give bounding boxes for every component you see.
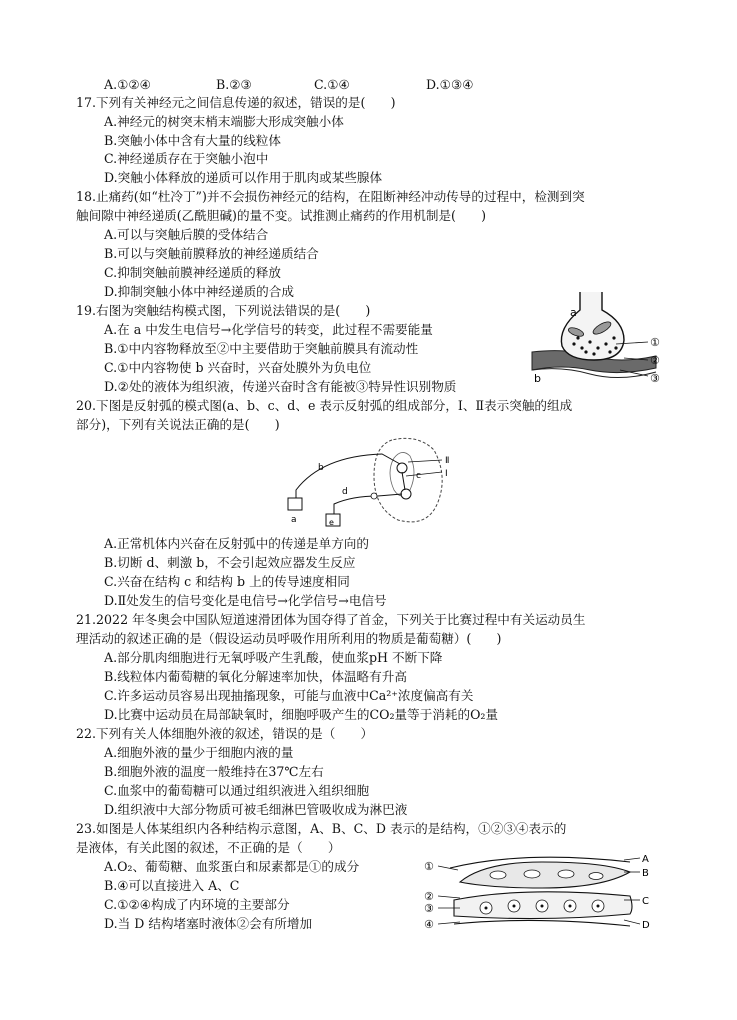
q17-option-d: D.突触小体释放的递质可以作用于肌肉或某些腺体 (104, 170, 383, 185)
vessel-B (460, 862, 630, 888)
q18-option-d: D.抑制突触小体中神经递质的合成 (104, 284, 294, 299)
q22-option-c: C.血浆中的葡萄糖可以通过组织液进入组织细胞 (104, 783, 370, 798)
q19-option-b: B.①中内容物释放至②中主要借助于突触前膜具有流动性 (104, 341, 419, 356)
synapse-label-a: a (570, 306, 577, 319)
cell (490, 871, 506, 879)
q20-stem-line1: 20.下图是反射弧的模式图(a、b、c、d、e 表示反射弧的组成部分，Ⅰ、Ⅱ表示突触的组成 (76, 398, 573, 413)
q21-option-c: C.许多运动员容易出现抽搐现象，可能与血液中Ca²⁺浓度偏高有关 (104, 688, 474, 703)
cell (524, 870, 540, 878)
synapse-label-b: b (534, 372, 541, 385)
q22-option-b: B.细胞外液的温度一般维持在37℃左右 (104, 764, 324, 779)
capillary-D (454, 920, 630, 926)
tissue-label-2: ② (424, 890, 434, 903)
q21-stem-line1: 21.2022 年冬奥会中国队短道速滑团体为国夺得了首金，下列关于比赛过程中有关运动员生 (76, 612, 586, 627)
q19-stem: 19.右图为突触结构模式图，下列说法错误的是( ) (76, 303, 371, 318)
q21-option-b: B.线粒体内葡萄糖的氧化分解速率加快，体温略有升高 (104, 669, 407, 684)
q17-option-a: A.神经元的树突末梢末端膨大形成突触小体 (104, 114, 344, 129)
tissue-label-1: ① (424, 860, 434, 873)
q23-stem-line1: 23.如图是人体某组织内各种结构示意图，A、B、C、D 表示的是结构，①②③④表示的 (76, 821, 567, 836)
reflex-label-a: a (291, 515, 297, 525)
afferent-nerve-b (296, 454, 400, 498)
q22-stem: 22.下列有关人体细胞外液的叙述，错误的是（ ） (76, 726, 374, 741)
q20-option-a: A.正常机体内兴奋在反射弧中的传递是单方向的 (104, 536, 369, 551)
q16-option-d: D.①③④ (426, 77, 474, 92)
q17-option-c: C.神经递质存在于突触小泡中 (104, 151, 269, 166)
q23-option-b: B.④可以直接进入 A、C (104, 878, 240, 893)
q23-option-c: C.①②④构成了内环境的主要部分 (104, 897, 290, 912)
reflex-label-e: e (329, 518, 334, 527)
motor-neuron-body (401, 489, 411, 499)
reflex-label-d: d (342, 487, 348, 497)
reflex-label-II: Ⅱ (445, 456, 450, 466)
synapse-label-2: ② (650, 354, 660, 367)
q18-option-b: B.可以与突触前膜释放的神经递质结合 (104, 246, 319, 261)
receptor-a (288, 498, 302, 510)
q21-option-a: A.部分肌肉细胞进行无氧呼吸产生乳酸，使血浆pH 不断下降 (104, 650, 443, 665)
q16-option-b: B.②③ (216, 77, 252, 92)
q16-option-c: C.①④ (314, 77, 350, 92)
efferent-nerve-d (334, 494, 402, 518)
reflex-label-c: c (416, 471, 421, 481)
q17-option-b: B.突触小体中含有大量的线粒体 (104, 133, 281, 148)
q22-option-d: D.组织液中大部分物质可被毛细淋巴管吸收成为淋巴液 (104, 802, 408, 817)
presynaptic-terminal (561, 292, 624, 360)
cell (558, 870, 574, 878)
q19-option-c: C.①中内容物使 b 兴奋时，兴奋处膜外为负电位 (104, 360, 372, 375)
tissue-label-3: ③ (424, 902, 434, 915)
reflex-arc-diagram (282, 432, 468, 528)
ganglion-marker (371, 493, 377, 499)
q20-option-c: C.兴奋在结构 c 和结构 b 上的传导速度相同 (104, 574, 350, 589)
q21-option-d: D.比赛中运动员在局部缺氧时，细胞呼吸产生的CO₂量等于消耗的O₂量 (104, 707, 499, 722)
synapse-label-1: ① (650, 336, 660, 349)
tissue-label-D: D (642, 920, 650, 931)
spinal-cord (374, 438, 442, 522)
reflex-label-I: Ⅰ (445, 469, 448, 479)
synapse-diagram (528, 290, 668, 394)
q20-option-d: D.Ⅱ处发生的信号变化是电信号→化学信号→电信号 (104, 593, 387, 608)
q19-option-a: A.在 a 中发生电信号→化学信号的转变，此过程不需要能量 (104, 322, 433, 337)
tissue-label-C: C (642, 896, 649, 907)
q19-option-d: D.②处的液体为组织液，传递兴奋时含有能被③特异性识别物质 (104, 379, 457, 394)
q17-stem: 17.下列有关神经元之间信息传递的叙述，错误的是( ) (76, 95, 396, 110)
tissue-label-A: A (642, 854, 649, 865)
tissue-structure-diagram (424, 848, 660, 934)
q23-option-a: A.O₂、葡萄糖、血浆蛋白和尿素都是①的成分 (104, 859, 360, 874)
q18-option-c: C.抑制突触前膜神经递质的释放 (104, 265, 281, 280)
q20-stem-line2: 部分)，下列有关说法正确的是( ) (76, 417, 280, 432)
q18-option-a: A.可以与突触后膜的受体结合 (104, 227, 269, 242)
tissue-label-B: B (642, 868, 649, 879)
q23-option-d: D.当 D 结构堵塞时液体②会有所增加 (104, 916, 313, 931)
cell (589, 873, 603, 880)
synapse-label-3: ③ (650, 372, 660, 385)
q21-stem-line2: 理活动的叙述正确的是（假设运动员呼吸作用所利用的物质是葡萄糖）( ) (76, 631, 502, 646)
reflex-label-b: b (318, 463, 324, 473)
interneuron-body (397, 463, 407, 473)
q20-option-b: B.切断 d、刺激 b，不会引起效应器发生反应 (104, 555, 356, 570)
q23-stem-line2: 是液体，有关此图的叙述，不正确的是（ ） (76, 840, 341, 855)
q22-option-a: A.细胞外液的量少于细胞内液的量 (104, 745, 294, 760)
q16-option-a: A.①②④ (104, 77, 151, 92)
q18-stem-line1: 18.止痛药(如“杜冷丁”)并不会损伤神经元的结构，在阻断神经冲动传导的过程中，检测到突 (76, 189, 585, 204)
tissue-label-4: ④ (424, 918, 434, 931)
q18-stem-line2: 触间隙中神经递质(乙酰胆碱)的量不变。试推测止痛药的作用机制是( ) (76, 208, 487, 223)
